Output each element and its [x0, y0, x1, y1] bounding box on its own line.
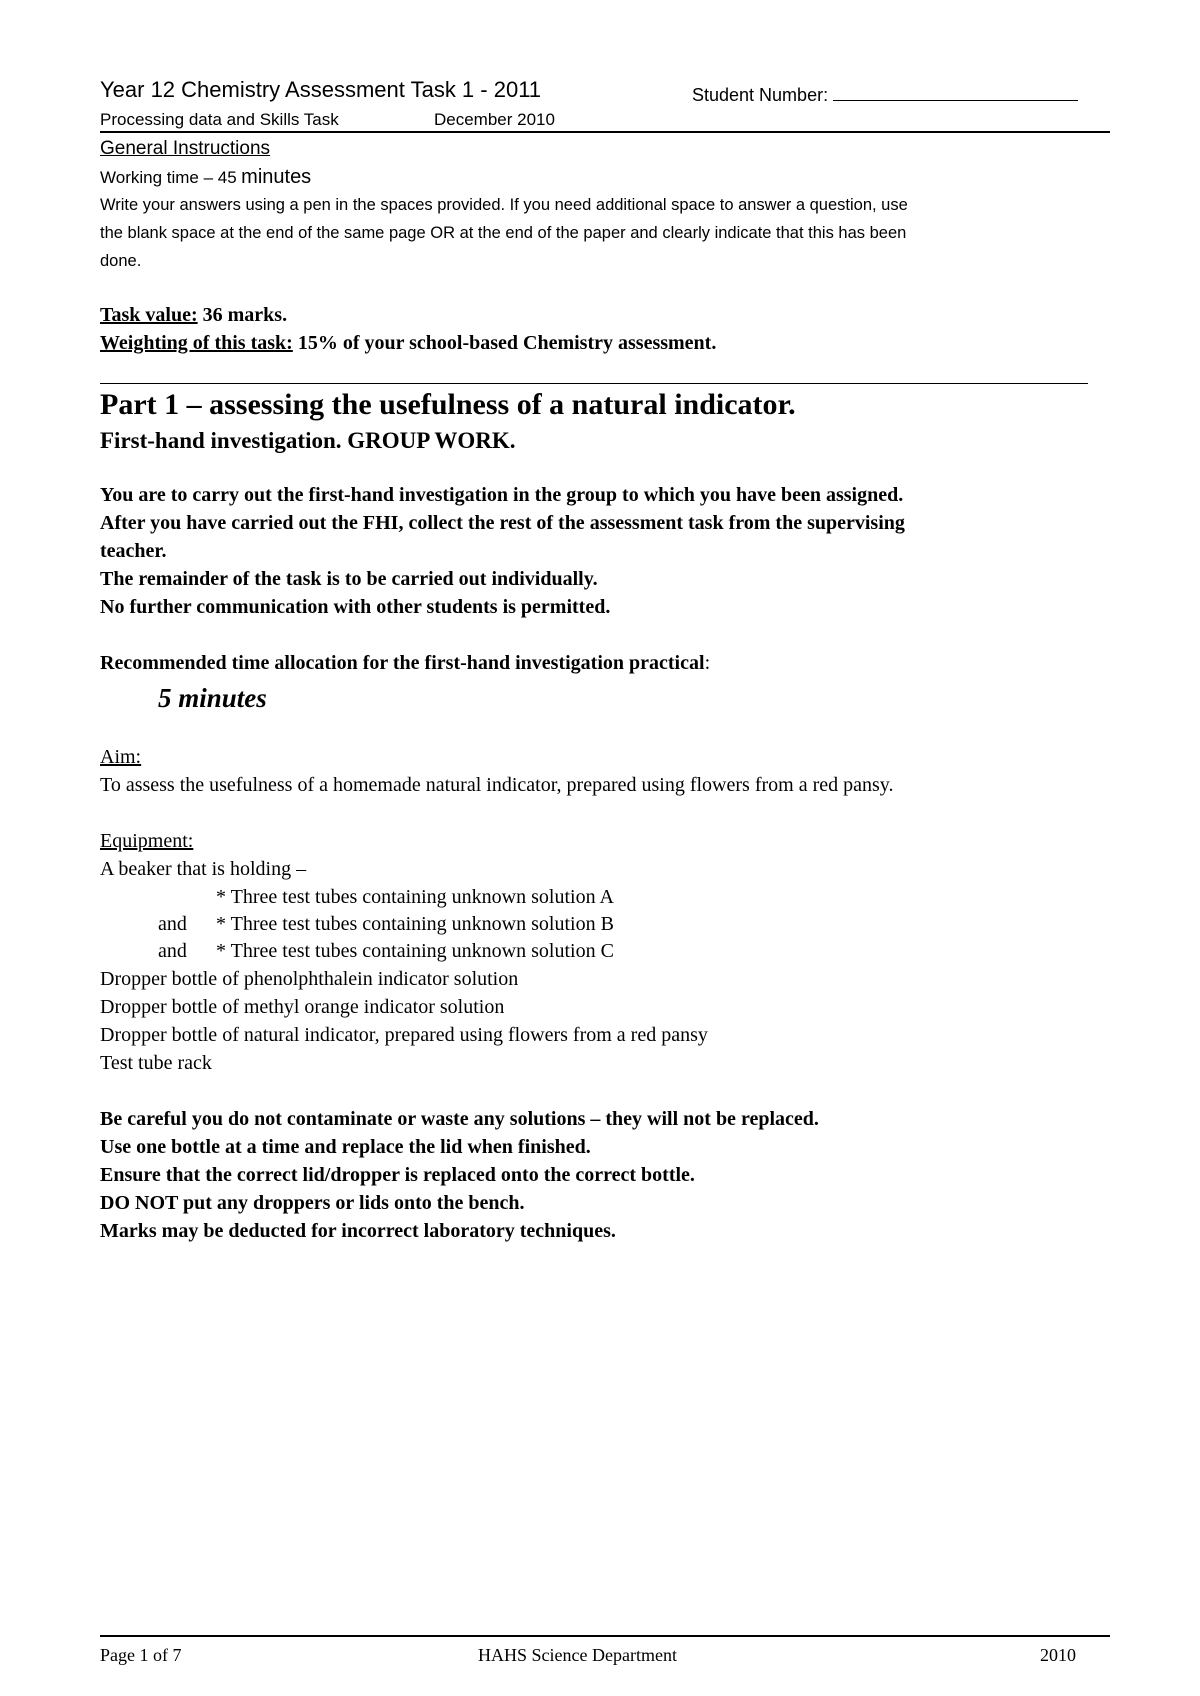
equipment-tube-b: * Three test tubes containing unknown solution B	[216, 913, 614, 935]
equipment-tube-prefix-c: and	[158, 940, 187, 962]
aim-text: To assess the usefulness of a homemade natural indicator, prepared using flowers from a red pansy.	[100, 774, 894, 796]
time-allocation	[100, 652, 710, 675]
working-time-unit: minutes	[241, 166, 312, 188]
footer-year: 2010	[1040, 1645, 1076, 1665]
working-time-label: Working time – 45	[100, 168, 237, 187]
equipment-item-rack: Test tube rack	[100, 1052, 212, 1074]
part1-subtitle: First-hand investigation. GROUP WORK.	[100, 428, 516, 453]
part1-instruction-1: You are to carry out the first-hand investigation in the group to which you have been assigned.	[100, 484, 904, 506]
warning-5: Marks may be deducted for incorrect laboratory techniques.	[100, 1220, 616, 1242]
section-rule	[100, 383, 1088, 384]
warning-4: DO NOT put any droppers or lids onto the bench.	[100, 1192, 525, 1214]
student-number-label: Student Number:	[692, 85, 829, 105]
part1-instruction-3: teacher.	[100, 540, 167, 562]
equipment-intro: A beaker that is holding –	[100, 858, 307, 880]
footer-department: HAHS Science Department	[478, 1645, 677, 1665]
part1-instruction-5: No further communication with other students is permitted.	[100, 596, 611, 618]
equipment-tube-prefix-b: and	[158, 913, 187, 935]
equipment-tube-c: * Three test tubes containing unknown solution C	[216, 940, 614, 962]
task-value-label: Task value:	[100, 304, 198, 326]
header-rule	[100, 131, 1110, 133]
warning-1: Be careful you do not contaminate or waste any solutions – they will not be replaced.	[100, 1108, 819, 1130]
task-value	[100, 304, 287, 327]
general-line-1: Write your answers using a pen in the spaces provided. If you need additional space to answer a question, use	[100, 196, 908, 214]
part1-instruction-4: The remainder of the task is to be carried out individually.	[100, 568, 598, 590]
general-line-3: done.	[100, 252, 142, 270]
header-subtitle: Processing data and Skills Task	[100, 110, 339, 129]
task-weighting	[100, 332, 716, 355]
aim-heading: Aim:	[100, 746, 142, 768]
time-allocation-label: Recommended time allocation for the first-hand investigation practical	[100, 652, 705, 674]
time-allocation-colon: :	[704, 652, 711, 674]
warning-2: Use one bottle at a time and replace the lid when finished.	[100, 1136, 591, 1158]
time-allocation-value: 5 minutes	[158, 683, 267, 713]
task-weighting-label: Weighting of this task:	[100, 332, 293, 354]
general-line-2: the blank space at the end of the same page OR at the end of the paper and clearly indicate that this has been	[100, 224, 907, 242]
equipment-heading: Equipment:	[100, 830, 194, 852]
warning-3: Ensure that the correct lid/dropper is replaced onto the correct bottle.	[100, 1164, 695, 1186]
working-time	[100, 166, 311, 189]
part1-title: Part 1 – assessing the usefulness of a natural indicator.	[100, 388, 796, 421]
equipment-tube-a: * Three test tubes containing unknown solution A	[216, 886, 614, 908]
task-value-text: 36 marks.	[202, 304, 288, 326]
equipment-item-phenolphthalein: Dropper bottle of phenolphthalein indicator solution	[100, 968, 519, 990]
footer-rule	[100, 1635, 1110, 1637]
footer-page: Page 1 of 7	[100, 1645, 182, 1665]
header-date: December 2010	[434, 110, 555, 129]
student-number	[692, 82, 1078, 106]
equipment-item-methyl-orange: Dropper bottle of methyl orange indicator solution	[100, 996, 505, 1018]
general-instructions-heading: General Instructions	[100, 138, 271, 159]
header-title: Year 12 Chemistry Assessment Task 1 - 2011	[100, 77, 542, 102]
student-number-blank[interactable]	[833, 82, 1078, 101]
equipment-item-natural-indicator: Dropper bottle of natural indicator, prepared using flowers from a red pansy	[100, 1024, 708, 1046]
task-weighting-text: 15% of your school-based Chemistry assessment.	[297, 332, 717, 354]
part1-instruction-2: After you have carried out the FHI, collect the rest of the assessment task from the supervising	[100, 512, 905, 534]
